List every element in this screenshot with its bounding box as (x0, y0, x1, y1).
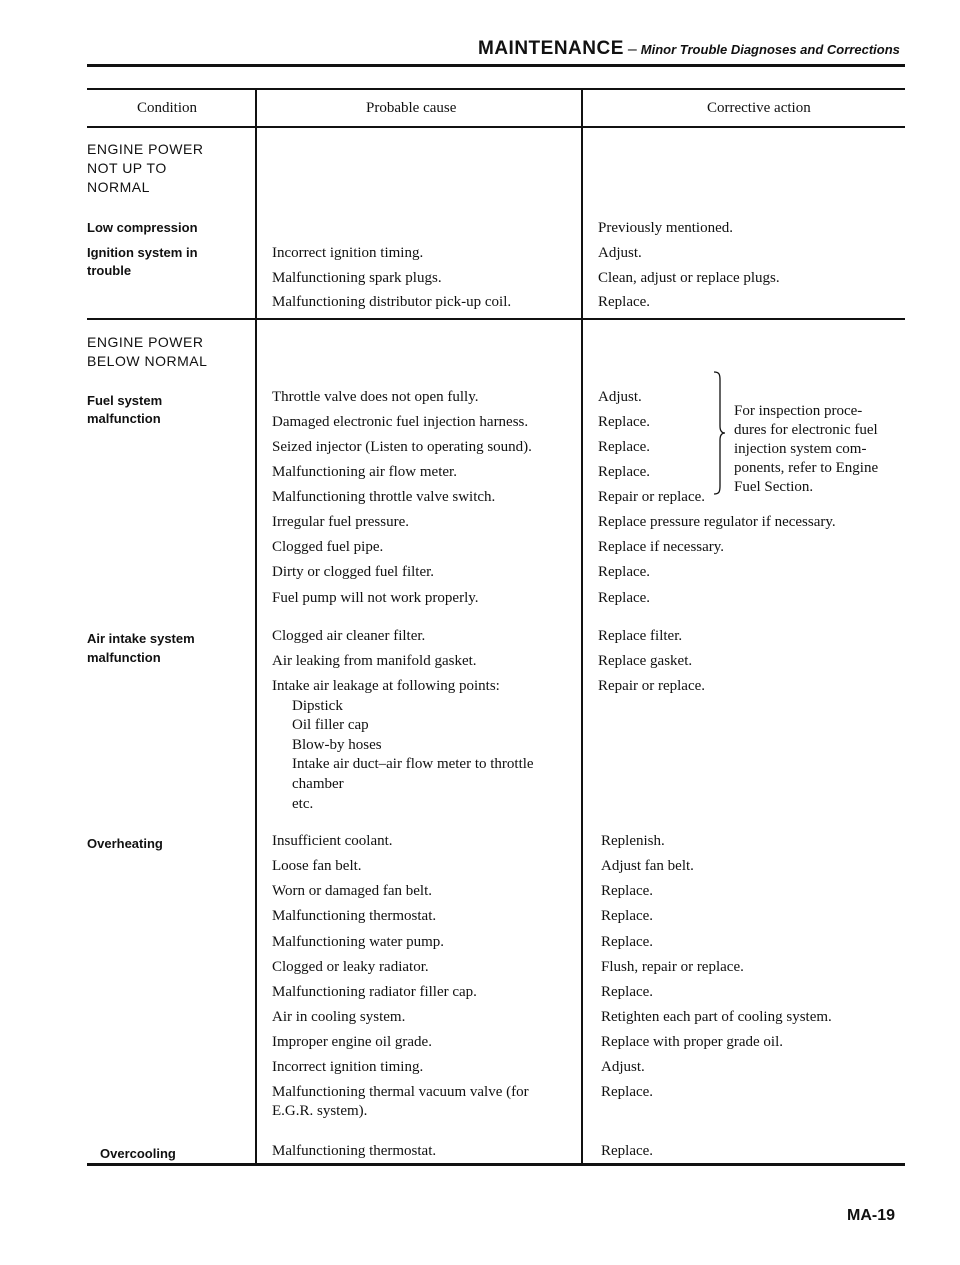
action-text: Replace. (601, 934, 654, 950)
action-text: Adjust. (598, 389, 642, 405)
action-text: Repair or replace. (598, 489, 706, 505)
condition-label: Low compression (87, 220, 198, 235)
action-text: Replace. (598, 464, 651, 480)
action-text: Replace with proper grade oil. (601, 1034, 784, 1050)
column-divider-2 (581, 88, 583, 1165)
column-header-rule (87, 126, 905, 128)
table-top-rule (87, 88, 905, 90)
leak-point: Dipstick (292, 698, 343, 714)
cause-text: Clogged or leaky radiator. (272, 959, 429, 975)
action-text: Replenish. (601, 833, 665, 849)
cause-text: Malfunctioning radiator filler cap. (272, 984, 477, 1000)
cause-text: Incorrect ignition timing. (272, 245, 424, 261)
cause-text: Air in cooling system. (272, 1009, 406, 1025)
cause-text: Malfunctioning water pump. (272, 934, 445, 950)
cause-text: Throttle valve does not open fully. (272, 389, 479, 405)
cause-text: Malfunctioning thermostat. (272, 1143, 437, 1159)
action-text: Retighten each part of cooling system. (601, 1009, 832, 1025)
header-dash: – (627, 41, 637, 58)
cause-text: Dirty or clogged fuel filter. (272, 564, 435, 580)
cause-text: Seized injector (Listen to operating sound). (272, 439, 532, 455)
action-text: Clean, adjust or replace plugs. (598, 270, 780, 286)
header-title: MAINTENANCE (478, 38, 624, 59)
action-text: Replace. (598, 564, 651, 580)
note-line: dures for electronic fuel (734, 422, 878, 438)
column-header-condition: Condition (137, 100, 198, 116)
action-text: Previously mentioned. (598, 220, 733, 236)
cause-text: Loose fan belt. (272, 858, 362, 874)
action-text: Repair or replace. (598, 678, 706, 694)
condition-label: Fuel system (87, 393, 163, 408)
cause-text: Insufficient coolant. (272, 833, 393, 849)
group-label: ENGINE POWER (87, 141, 204, 157)
leak-point: Oil filler cap (292, 717, 369, 733)
condition-label: malfunction (87, 411, 161, 426)
header-rule (87, 64, 905, 67)
condition-label: malfunction (87, 650, 161, 665)
cause-text: Malfunctioning thermal vacuum valve (for (272, 1084, 529, 1100)
condition-label: Overheating (87, 836, 163, 851)
cause-text: E.G.R. system). (272, 1103, 368, 1119)
action-text: Replace. (598, 590, 651, 606)
table-bottom-rule (87, 1163, 905, 1166)
cause-text: Malfunctioning thermostat. (272, 908, 437, 924)
note-line: injection system com- (734, 441, 867, 457)
cause-text: Worn or damaged fan belt. (272, 883, 432, 899)
cause-text: Clogged air cleaner filter. (272, 628, 426, 644)
action-text: Replace. (601, 1084, 654, 1100)
action-text: Replace filter. (598, 628, 683, 644)
cause-text: Intake air leakage at following points: (272, 678, 500, 694)
group-label: BELOW NORMAL (87, 353, 208, 369)
leak-point: Blow-by hoses (292, 737, 382, 753)
condition-label: Air intake system (87, 631, 195, 646)
cause-text: Malfunctioning throttle valve switch. (272, 489, 496, 505)
column-header-action: Corrective action (707, 100, 811, 116)
cause-text: Malfunctioning spark plugs. (272, 270, 442, 286)
column-header-cause: Probable cause (366, 100, 457, 116)
action-text: Replace pressure regulator if necessary. (598, 514, 836, 530)
cause-text: Clogged fuel pipe. (272, 539, 384, 555)
header-subtitle: Minor Trouble Diagnoses and Corrections (640, 42, 900, 57)
group-label: NOT UP TO (87, 160, 167, 176)
action-text: Replace. (601, 908, 654, 924)
action-text: Replace gasket. (598, 653, 693, 669)
action-text: Replace if necessary. (598, 539, 725, 555)
cause-text: Fuel pump will not work properly. (272, 590, 479, 606)
note-line: ponents, refer to Engine (734, 460, 879, 476)
action-text: Adjust fan belt. (601, 858, 694, 874)
action-text: Adjust. (601, 1059, 645, 1075)
leak-point: Intake air duct–air flow meter to throttle (292, 756, 534, 772)
group-label: ENGINE POWER (87, 334, 204, 350)
action-text: Replace. (598, 439, 651, 455)
leak-point: etc. (292, 796, 314, 812)
leak-point: chamber (292, 776, 344, 792)
action-text: Flush, repair or replace. (601, 959, 744, 975)
grouping-brace (713, 370, 727, 496)
cause-text: Air leaking from manifold gasket. (272, 653, 477, 669)
cause-text: Incorrect ignition timing. (272, 1059, 424, 1075)
cause-text: Damaged electronic fuel injection harness. (272, 414, 529, 430)
note-line: Fuel Section. (734, 479, 814, 495)
cause-text: Improper engine oil grade. (272, 1034, 432, 1050)
page-number: MA-19 (847, 1207, 896, 1224)
action-text: Replace. (601, 1143, 654, 1159)
action-text: Adjust. (598, 245, 642, 261)
condition-label: trouble (87, 263, 132, 278)
section-divider (87, 318, 905, 320)
inspection-note (734, 402, 890, 497)
column-divider-1 (255, 88, 257, 1165)
page-header (478, 38, 900, 60)
condition-label: Ignition system in (87, 245, 198, 260)
action-text: Replace. (601, 883, 654, 899)
cause-text: Malfunctioning air flow meter. (272, 464, 457, 480)
action-text: Replace. (598, 414, 651, 430)
cause-text: Malfunctioning distributor pick-up coil. (272, 294, 512, 310)
action-text: Replace. (601, 984, 654, 1000)
note-line: For inspection proce- (734, 403, 863, 419)
condition-label: Overcooling (100, 1146, 176, 1161)
group-label: NORMAL (87, 179, 150, 195)
cause-text: Irregular fuel pressure. (272, 514, 410, 530)
action-text: Replace. (598, 294, 651, 310)
